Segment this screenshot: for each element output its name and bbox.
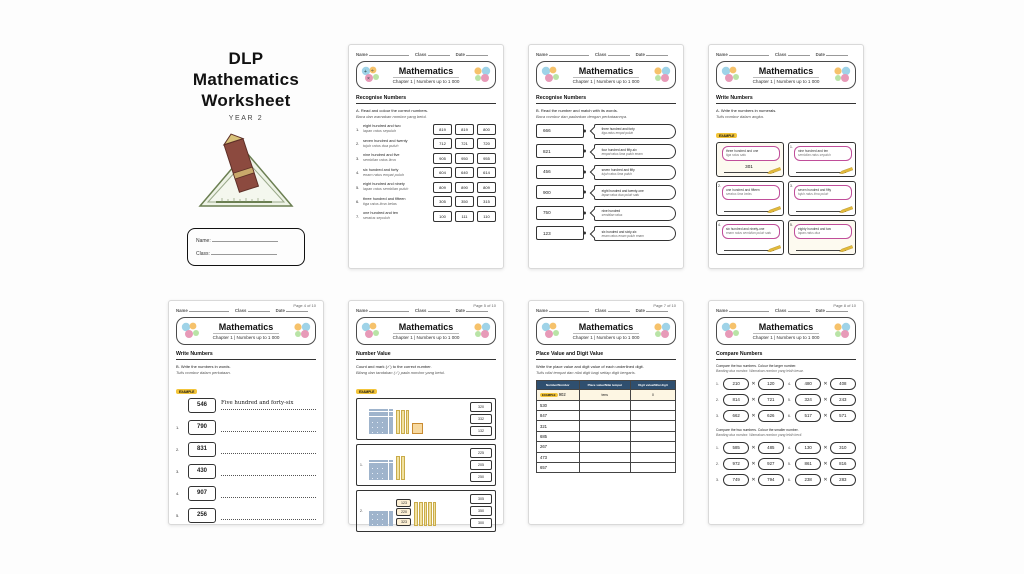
math-icons-decoration-right [832, 321, 852, 340]
column-header: Digit value/Nilai digit [630, 380, 675, 389]
number-oval[interactable]: 120 [758, 378, 784, 390]
column-header: Number/Nombor [537, 380, 580, 389]
number-words-pill: three hundred and one tiga ratus satu [722, 146, 780, 161]
match-words[interactable]: three hundred and forty tiga ratus empat puluh [594, 124, 676, 139]
name-label-1: Name [356, 52, 368, 57]
option-chip[interactable]: 604 [433, 167, 452, 178]
number-oval[interactable]: 571 [830, 410, 856, 422]
table-row [537, 462, 676, 472]
write-words-row: 4. 907 [176, 486, 316, 501]
question-row: 4. six hundred and forty enam ratus empat puluh 604 640 614 [356, 167, 496, 178]
ten-sticks [396, 456, 404, 480]
number-oval[interactable]: 662 [723, 410, 749, 422]
separator-icon: ✕ [751, 444, 756, 451]
number-words-pill: seven hundred and fifty tujuh ratus lima puluh [794, 185, 852, 200]
cell-place-value[interactable] [579, 452, 630, 462]
cell-number: 530 [537, 400, 580, 410]
math-icons-decoration-right [652, 321, 672, 340]
date-label-6: Date [635, 308, 645, 313]
worksheet-page-number-value [348, 300, 504, 525]
table-row [537, 442, 676, 452]
sheet-header-7 [716, 317, 856, 345]
compare-pair: 4. 130 ✕ 310 [788, 442, 856, 454]
answer-line[interactable] [221, 488, 316, 498]
instruction-2: B. Read the number and match with its words. Baca nombor dan padankan dengan perkataannya. [536, 107, 628, 119]
question-row: 6. three hundred and fifteen tiga ratus lima belas 305 350 315 [356, 196, 496, 207]
class-label-3: Class [774, 52, 787, 57]
separator-icon: ✕ [751, 396, 756, 403]
ten-sticks [396, 410, 409, 434]
cell-digit-value[interactable] [630, 462, 675, 472]
hundred-grid [369, 409, 393, 433]
section-title-3: Write Numbers [716, 95, 856, 104]
match-number[interactable]: 821 [536, 144, 584, 158]
number-oval[interactable]: 749 [723, 474, 749, 486]
number-oval[interactable]: 324 [795, 394, 821, 406]
page-number-4: Page 4 of 10 [293, 303, 316, 308]
write-numeral-card: 4. six hundred and ninety-one enam ratus sembilan puluh satu [716, 220, 784, 255]
option-box-checked[interactable]: 132 [470, 426, 492, 436]
name-label-7: Name [716, 308, 728, 313]
match-number[interactable]: 456 [536, 165, 584, 179]
number-oval[interactable]: 927 [758, 458, 784, 470]
number-box: 790 [188, 420, 216, 435]
chapter-title-1: Chapter 1 | Numbers up to 1 000 [392, 79, 460, 84]
example-tag-4: EXAMPLE [176, 389, 197, 394]
separator-icon: ✕ [823, 396, 828, 403]
page-number-5: Page 5 of 10 [473, 303, 496, 308]
math-icons-decoration-left [540, 65, 560, 84]
class-label-4: Class [234, 308, 247, 313]
option-chip[interactable]: 955 [477, 153, 496, 164]
write-words-row: 1. 790 [176, 420, 316, 435]
number-value-row: 2. 123 220 323 305 350 300 [356, 490, 496, 532]
base-ten-blocks [369, 450, 466, 480]
number-value-row [356, 398, 496, 440]
worksheet-page-recognise-a [348, 44, 504, 269]
class-label-5: Class [414, 308, 427, 313]
number-oval[interactable]: 238 [795, 474, 821, 486]
separator-icon: ✕ [823, 380, 828, 387]
number-oval[interactable]: 972 [723, 458, 749, 470]
math-icons-decoration-right [472, 65, 492, 84]
answer-line[interactable] [221, 510, 316, 520]
option-chip[interactable]: 305 [433, 196, 452, 207]
option-chip[interactable]: 640 [455, 167, 474, 178]
number-words-pill: six hundred and ninety-one enam ratus sembilan puluh satu [722, 224, 780, 239]
svg-text:+: + [364, 69, 367, 75]
subject-title-4: Mathematics [218, 322, 274, 332]
cover-year: YEAR 2 [228, 115, 264, 122]
write-numeral-card: 1. nine hundred and ten sembilan ratus sepuluh [788, 142, 856, 177]
sheet-header-2 [536, 61, 676, 89]
number-oval[interactable]: 485 [758, 442, 784, 454]
option-box[interactable]: 225 [470, 448, 492, 458]
name-label-2: Name [536, 52, 548, 57]
math-icons-decoration-left [180, 321, 200, 340]
number-oval[interactable]: 310 [830, 442, 856, 454]
subject-title-5: Mathematics [398, 322, 454, 332]
option-chip[interactable]: 111 [455, 211, 474, 222]
cell-digit-value[interactable] [630, 442, 675, 452]
section-title-1: Recognise Numbers [356, 95, 496, 104]
cell-digit-value[interactable] [630, 400, 675, 410]
number-oval[interactable]: 861 [795, 458, 821, 470]
cover-title-line2: Mathematics [192, 70, 300, 89]
match-words[interactable]: nine hundred sembilan ratus [594, 206, 676, 221]
question-row: 1. eight hundred and two lapan ratus sepuluh 819 819 800 [356, 124, 496, 135]
class-label-6: Class [594, 308, 607, 313]
base-ten-blocks [369, 496, 466, 526]
option-chip[interactable]: 819 [455, 124, 474, 135]
cell-place-value[interactable] [579, 411, 630, 421]
number-oval[interactable]: 721 [758, 394, 784, 406]
cover-title-line1: DLP [228, 49, 264, 68]
instruction-7b: Compare the two numbers. Colour the smaller number. Banding dua nombor. Warnakan nombor yang lebih kecil. [716, 427, 803, 437]
chapter-title-5: Chapter 1 | Numbers up to 1 000 [392, 335, 460, 340]
match-number[interactable]: 900 [536, 185, 584, 199]
compare-pair: 6. 517 ✕ 571 [788, 410, 856, 422]
option-chip[interactable]: 100 [433, 211, 452, 222]
svg-text:×: × [367, 76, 370, 82]
math-icons-decoration-left [360, 65, 380, 84]
option-chip[interactable]: 350 [455, 196, 474, 207]
cell-place-value[interactable] [579, 421, 630, 431]
separator-icon: ✕ [751, 460, 756, 467]
date-label-2: Date [635, 52, 645, 57]
name-label-6: Name [536, 308, 548, 313]
place-value-table [536, 380, 676, 474]
number-oval[interactable]: 585 [723, 442, 749, 454]
cell-number: 847 [537, 411, 580, 421]
number-oval[interactable]: 794 [758, 474, 784, 486]
table-row [537, 421, 676, 431]
hundred-grid [369, 511, 393, 526]
option-box[interactable]: 350 [470, 506, 492, 516]
unit-cube [412, 423, 423, 434]
name-label-5: Name [356, 308, 368, 313]
number-box: 256 [188, 508, 216, 523]
write-numeral-card: 3. seven hundred and fifty tujuh ratus lima puluh [788, 181, 856, 216]
write-words-row [176, 398, 316, 413]
match-number[interactable]: 123 [536, 226, 584, 240]
sheet-header-4 [176, 317, 316, 345]
date-label-7: Date [815, 308, 825, 313]
answer-line[interactable] [221, 444, 316, 454]
option-box[interactable]: 305 [470, 494, 492, 504]
option-chip[interactable]: 614 [477, 167, 496, 178]
separator-icon: ✕ [823, 460, 828, 467]
number-oval[interactable]: 283 [830, 474, 856, 486]
base-ten-blocks [369, 404, 466, 434]
number-box: 430 [188, 464, 216, 479]
ten-sticks [414, 502, 436, 526]
math-icons-decoration-right [472, 321, 492, 340]
separator-icon: ✕ [823, 412, 828, 419]
class-label-7: Class [774, 308, 787, 313]
example-tag-5: EXAMPLE [356, 389, 377, 394]
subject-title-2: Mathematics [578, 66, 634, 76]
compare-pair: 3. 749 ✕ 794 [716, 474, 784, 486]
worksheet-page-compare-numbers [708, 300, 864, 525]
number-words-pill: nine hundred and ten sembilan ratus sepuluh [794, 146, 852, 161]
write-words-row: 2. 831 [176, 442, 316, 457]
question-row: 7. one hundred and ten seratus sepuluh 100 111 110 [356, 211, 496, 222]
number-box: 546 [188, 398, 216, 413]
number-words-pill: eighty hundred and two lapan ratus dua [794, 224, 852, 239]
separator-icon: ✕ [751, 380, 756, 387]
cell-place-value[interactable] [579, 462, 630, 472]
answer-line[interactable]: Five hundred and forty-six [221, 400, 316, 410]
separator-icon: ✕ [751, 476, 756, 483]
number-value-row: 1. 225 205 250 [356, 444, 496, 486]
number-words-pill: one hundred and fifteen seratus lima belas [722, 185, 780, 200]
table-row [537, 431, 676, 441]
cell-digit-value[interactable] [630, 421, 675, 431]
compare-pair: 2. 814 ✕ 721 [716, 394, 784, 406]
instruction-4: B. Write the numbers in words. Tulis nombor dalam perkataan. [176, 363, 231, 375]
number-box: 907 [188, 486, 216, 501]
option-chip[interactable]: 950 [455, 153, 474, 164]
option-box[interactable]: 205 [470, 460, 492, 470]
match-words[interactable]: eight hundred and twenty-one lapan ratus dua puluh satu [594, 185, 676, 200]
cell-number: 657 [537, 462, 580, 472]
chapter-title-3: Chapter 1 | Numbers up to 1 000 [752, 79, 820, 84]
cell-place-value[interactable]: tens [579, 389, 630, 400]
instruction-1: A. Read and colour the correct numbers. Baca dan warnakan nombor yang betul. [356, 107, 429, 119]
column-header: Place value/Nilai tempat [579, 380, 630, 389]
sheet-header-3 [716, 61, 856, 89]
chapter-title-4: Chapter 1 | Numbers up to 1 000 [212, 335, 280, 340]
number-oval[interactable]: 243 [830, 394, 856, 406]
section-title-7: Compare Numbers [716, 351, 856, 360]
match-words[interactable]: six hundred and sixty-six enam ratus enam puluh enam [594, 226, 676, 241]
subject-title-3: Mathematics [758, 66, 814, 76]
instruction-7a: Compare the two numbers. Colour the larger number. Banding dua nombor. Warnakan nombor yang lebih besar. [716, 363, 804, 373]
option-box[interactable]: 300 [470, 518, 492, 528]
subject-title-7: Mathematics [758, 322, 814, 332]
match-number[interactable]: 666 [536, 124, 584, 138]
match-words[interactable]: four hundred and fifty-six empat ratus lima puluh enam [594, 144, 676, 159]
table-row [537, 389, 676, 400]
compare-pair: 1. 585 ✕ 485 [716, 442, 784, 454]
table-row [537, 411, 676, 421]
date-label-3: Date [815, 52, 825, 57]
compare-pair: 1. 210 ✕ 120 [716, 378, 784, 390]
worksheet-page-place-value [528, 300, 684, 525]
class-label-2: Class [594, 52, 607, 57]
option-chip[interactable]: 721 [455, 138, 474, 149]
option-chip[interactable]: 712 [433, 138, 452, 149]
class-label-1: Class [414, 52, 427, 57]
inline-number: 323 [396, 518, 411, 526]
cell-digit-value[interactable] [630, 431, 675, 441]
write-numeral-card: 5. eighty hundred and two lapan ratus dua [788, 220, 856, 255]
subject-title-1: Mathematics [398, 66, 454, 76]
separator-icon: ✕ [751, 412, 756, 419]
sheet-header-5 [356, 317, 496, 345]
separator-icon: ✕ [823, 476, 828, 483]
cover-name-label: Name [196, 238, 210, 244]
match-words[interactable]: seven hundred and fifty tujuh ratus lima puluh [594, 165, 676, 180]
number-oval[interactable]: 814 [723, 394, 749, 406]
compare-pair: 2. 972 ✕ 927 [716, 458, 784, 470]
number-oval[interactable]: 130 [795, 442, 821, 454]
inline-number: 123 [396, 499, 411, 507]
section-title-4: Write Numbers [176, 351, 316, 360]
answer-line[interactable] [221, 422, 316, 432]
math-icons-decoration-right [292, 321, 312, 340]
sheet-header-6 [536, 317, 676, 345]
math-icons-decoration-right [652, 65, 672, 84]
chapter-title-2: Chapter 1 | Numbers up to 1 000 [572, 79, 640, 84]
cell-number: 267 [537, 442, 580, 452]
cell-digit-value[interactable]: 0 [630, 389, 675, 400]
cover-title-line3: Worksheet [201, 91, 291, 110]
answer-line[interactable]: 301 [724, 164, 774, 173]
cell-place-value[interactable] [579, 431, 630, 441]
date-label-4: Date [275, 308, 285, 313]
table-header-row [537, 380, 676, 389]
cover-name-box: Name: Class: [187, 228, 305, 266]
option-box[interactable]: 332 [470, 414, 492, 424]
cover-block [176, 48, 316, 266]
date-label-5: Date [455, 308, 465, 313]
cover-class-label: Class [196, 251, 209, 257]
hundred-grid [369, 460, 393, 479]
section-title-5: Number Value [356, 351, 496, 360]
chapter-title-7: Chapter 1 | Numbers up to 1 000 [752, 335, 820, 340]
number-oval[interactable]: 517 [795, 410, 821, 422]
cell-digit-value[interactable] [630, 411, 675, 421]
section-title-6: Place Value and Digit Value [536, 351, 676, 360]
number-box: 831 [188, 442, 216, 457]
option-chip[interactable]: 809 [433, 182, 452, 193]
number-oval[interactable]: 408 [830, 378, 856, 390]
table-row [537, 400, 676, 410]
separator-icon: ✕ [823, 444, 828, 451]
page-number-7: Page 8 of 10 [833, 303, 856, 308]
instruction-5: Count and mark (✓) to the correct number. Bilang dan tandakan (✓) pada nombor yang betul. [356, 363, 445, 375]
question-row: 2. seven hundred and twenty tujuh ratus dua puluh 712 721 720 [356, 138, 496, 149]
cell-number: 685 [537, 431, 580, 441]
worksheet-page-write-numerals [708, 44, 864, 269]
option-box[interactable]: 250 [470, 472, 492, 482]
worksheet-page-recognise-b [528, 44, 684, 269]
svg-text:÷: ÷ [371, 68, 374, 74]
cell-place-value[interactable] [579, 400, 630, 410]
write-numeral-card: 2. one hundred and fifteen seratus lima belas [716, 181, 784, 216]
compare-pair: 5. 861 ✕ 816 [788, 458, 856, 470]
number-oval[interactable]: 626 [758, 410, 784, 422]
number-oval[interactable]: 210 [723, 378, 749, 390]
write-numeral-card [716, 142, 784, 177]
question-row: 3. nine hundred and five sembilan ratus lima 905 950 955 [356, 153, 496, 164]
page-number-6: Page 7 of 10 [653, 303, 676, 308]
math-icons-decoration-left [720, 321, 740, 340]
write-words-row: 5. 256 [176, 508, 316, 523]
instruction-3: A. Write the numbers in numerals. Tulis nombor dalam angka. [716, 107, 777, 119]
compare-pair: 5. 324 ✕ 243 [788, 394, 856, 406]
option-chip[interactable]: 110 [477, 211, 496, 222]
chapter-title-6: Chapter 1 | Numbers up to 1 000 [572, 335, 640, 340]
option-chip[interactable]: 819 [433, 124, 452, 135]
cell-number: 473 [537, 452, 580, 462]
cell-number: EXAMPLE 902 [537, 389, 580, 400]
sheet-header-1 [356, 61, 496, 89]
table-row [537, 452, 676, 462]
math-icons-decoration-left [540, 321, 560, 340]
compare-pair: 6. 238 ✕ 283 [788, 474, 856, 486]
cell-number: 321 [537, 421, 580, 431]
instruction-6: Write the place value and digit value of each underlined digit. Tulis nilai tempat dan nilai digit bagi setiap digit bergaris. [536, 363, 644, 375]
option-chip[interactable]: 315 [477, 196, 496, 207]
date-label-1: Date [455, 52, 465, 57]
math-icons-decoration-left [360, 321, 380, 340]
cell-digit-value[interactable] [630, 452, 675, 462]
example-tag-3: EXAMPLE [716, 133, 737, 138]
answer-line[interactable] [221, 466, 316, 476]
compare-pair: 4. 480 ✕ 408 [788, 378, 856, 390]
name-label-3: Name [716, 52, 728, 57]
option-chip[interactable]: 720 [477, 138, 496, 149]
cell-place-value[interactable] [579, 442, 630, 452]
subject-title-6: Mathematics [578, 322, 634, 332]
math-icons-decoration-left [720, 65, 740, 84]
compare-pair: 3. 662 ✕ 626 [716, 410, 784, 422]
option-chip[interactable]: 890 [455, 182, 474, 193]
option-chip[interactable]: 905 [433, 153, 452, 164]
option-chip[interactable]: 800 [477, 124, 496, 135]
write-words-row: 3. 430 [176, 464, 316, 479]
match-number[interactable]: 750 [536, 206, 584, 220]
option-chip[interactable]: 809 [477, 182, 496, 193]
name-label-4: Name [176, 308, 188, 313]
section-title-2: Recognise Numbers [536, 95, 676, 104]
worksheet-page-write-words [168, 300, 324, 525]
question-row: 5. eight hundred and ninety lapan ratus sembilan puluh 809 890 809 [356, 182, 496, 193]
option-box[interactable]: 320 [470, 402, 492, 412]
geometry-tools-illustration [186, 130, 306, 216]
number-oval[interactable]: 480 [795, 378, 821, 390]
inline-number: 220 [396, 508, 411, 516]
math-icons-decoration-right [832, 65, 852, 84]
number-oval[interactable]: 816 [830, 458, 856, 470]
